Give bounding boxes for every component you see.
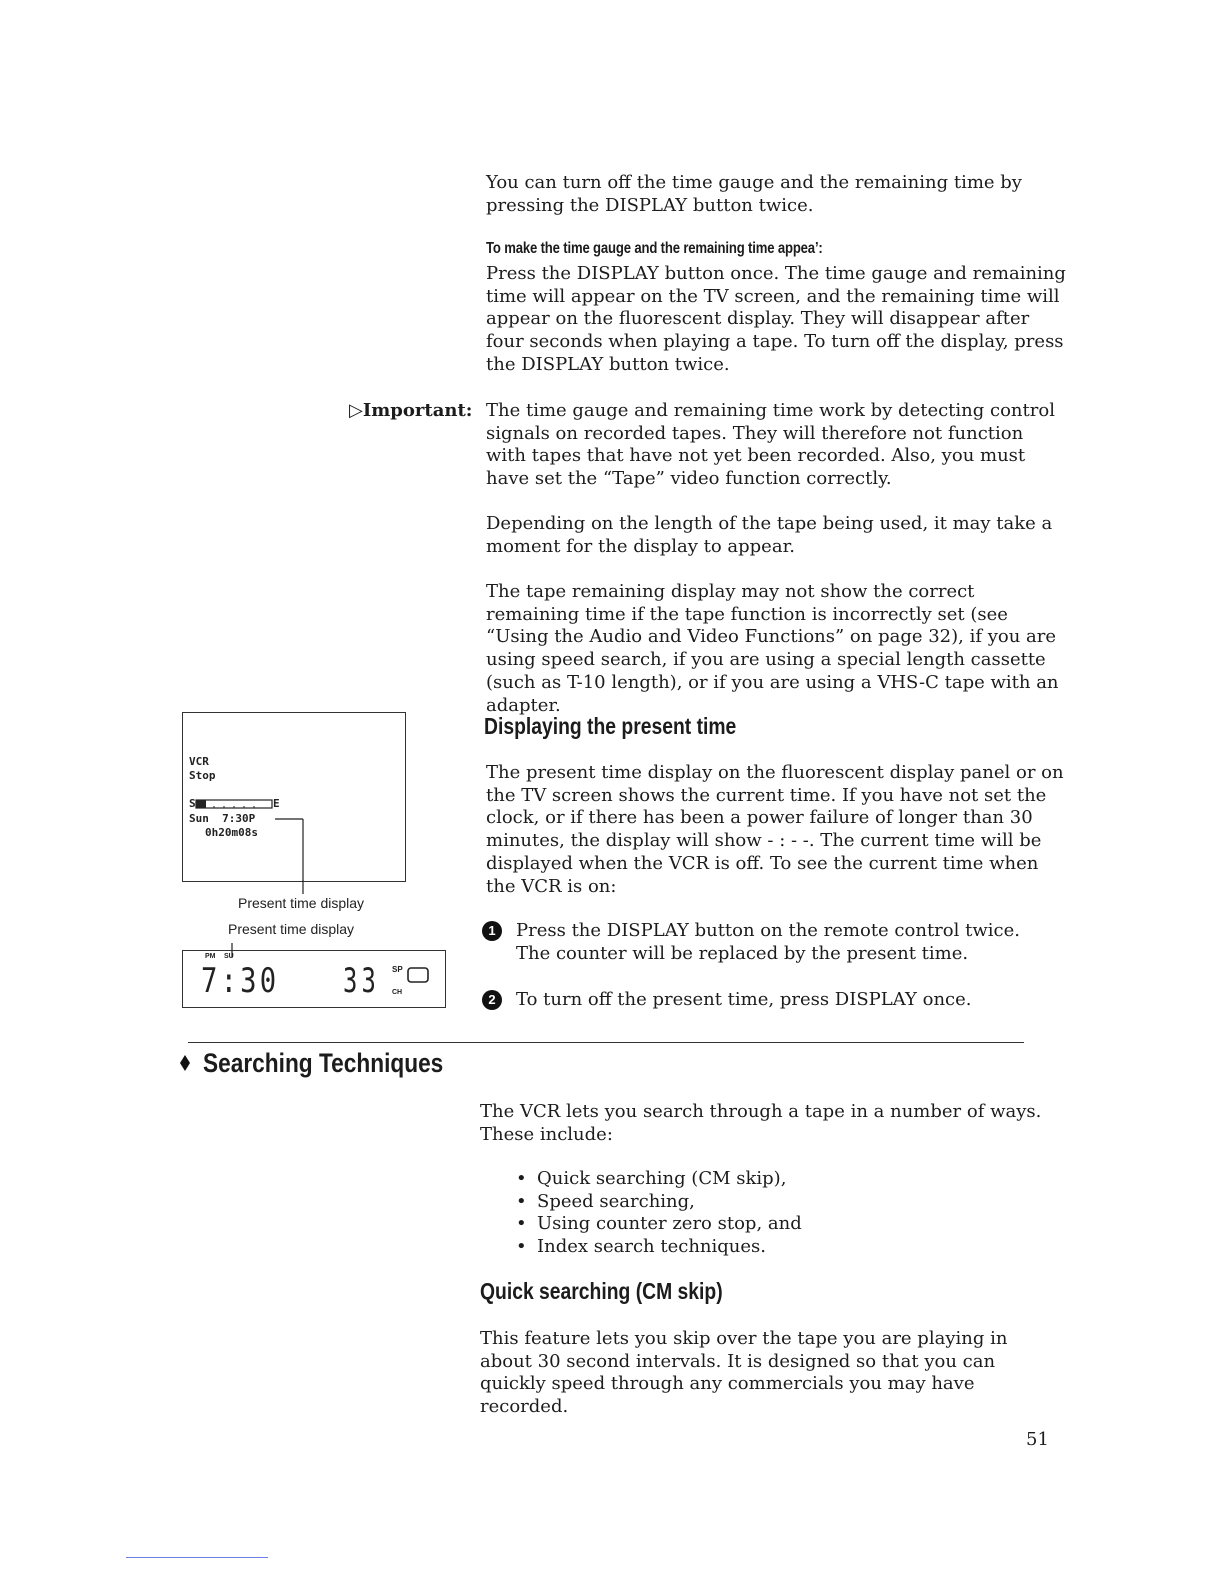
diamond-bullet-icon — [179, 1053, 193, 1073]
tv-caption: Present time display — [238, 895, 365, 911]
panel-ch-indicator: CH — [392, 989, 403, 996]
panel-time-digits: 7:30 — [201, 961, 280, 1001]
important-paragraph-3: The tape remaining display may not show the correct remaining time if the tape function is incorrectly set (see “Using the Audio and Video Functions” on page 32), if you are using speed search, if you are using a special length cassette (such as T-10 length), or if you are using a VHS-C tape with an adapter. — [486, 581, 1059, 716]
osd-stop-label: Stop — [189, 769, 216, 782]
panel-caption: Present time display — [228, 921, 355, 937]
osd-vcr-label: VCR — [189, 755, 209, 768]
step-1-number: 1 — [482, 921, 502, 941]
osd-current-time: Sun 7:30P — [189, 812, 256, 825]
list-item: • Quick searching (CM skip), — [516, 1168, 802, 1191]
list-item: • Using counter zero stop, and — [516, 1213, 802, 1236]
cassette-icon — [407, 967, 431, 985]
searching-list — [516, 1168, 802, 1259]
fluorescent-display-panel — [182, 950, 446, 1008]
callout-line — [183, 713, 405, 881]
step-2-text: To turn off the present time, press DISPLAY once. — [516, 989, 972, 1010]
gauge-end-label: E — [273, 797, 280, 810]
panel-counter-digits: 33 — [343, 961, 381, 1001]
page-number: 51 — [1026, 1429, 1049, 1450]
present-time-body: The present time display on the fluorescent display panel or on the TV screen shows the current time. If you have not set the clock, or if there has been a power failure of longer than 30 minutes, the display will show - : - -. The current time will be displayed when the VCR is off. To see the current time when the VCR is on: — [486, 762, 1064, 897]
important-paragraph-1: The time gauge and remaining time work by detecting control signals on recorded tapes. They will therefore not function with tapes that have not yet been recorded. Also, you must have set the “Tape” video function correctly. — [486, 400, 1055, 490]
quick-search-body: This feature lets you skip over the tape you are playing in about 30 second intervals. It is designed so that you can quickly speed through any commercials you may have recorded. — [480, 1328, 1008, 1418]
important-label: ▷Important: — [349, 400, 473, 421]
list-item: • Speed searching, — [516, 1191, 802, 1214]
searching-intro: The VCR lets you search through a tape in a number of ways. These include: — [480, 1101, 1042, 1145]
quick-search-heading: Quick searching (CM skip) — [480, 1278, 723, 1304]
osd-remaining-time: 0h20m08s — [205, 826, 258, 839]
present-time-heading: Displaying the present time — [484, 713, 737, 739]
section-divider — [188, 1042, 1024, 1043]
step-2-number: 2 — [482, 990, 502, 1010]
tv-screen-illustration — [182, 712, 406, 882]
panel-su-indicator: SU — [224, 953, 234, 960]
panel-pm-indicator: PM — [205, 953, 216, 960]
step-1-text: Press the DISPLAY button on the remote control twice. The counter will be replaced by the present time. — [516, 920, 1020, 964]
gauge-start-label: S — [189, 797, 196, 810]
make-appear-heading: To make the time gauge and the remaining time appea’: — [486, 240, 823, 257]
make-appear-body: Press the DISPLAY button once. The time gauge and remaining time will appear on the TV screen, and the remaining time will appear on the fluorescent display. They will disappear after four seconds when playing a tape. To turn off the display, press the DISPLAY button twice. — [486, 263, 1066, 375]
important-paragraph-2: Depending on the length of the tape being used, it may take a moment for the display to appear. — [486, 513, 1053, 557]
panel-sp-indicator: SP — [392, 965, 403, 974]
list-item: • Index search techniques. — [516, 1236, 802, 1259]
footer-line — [126, 1557, 268, 1558]
panel-pointer — [225, 943, 255, 957]
intro-paragraph: You can turn off the time gauge and the remaining time by pressing the DISPLAY button twice. — [486, 172, 1022, 216]
searching-heading: Searching Techniques — [203, 1048, 444, 1078]
